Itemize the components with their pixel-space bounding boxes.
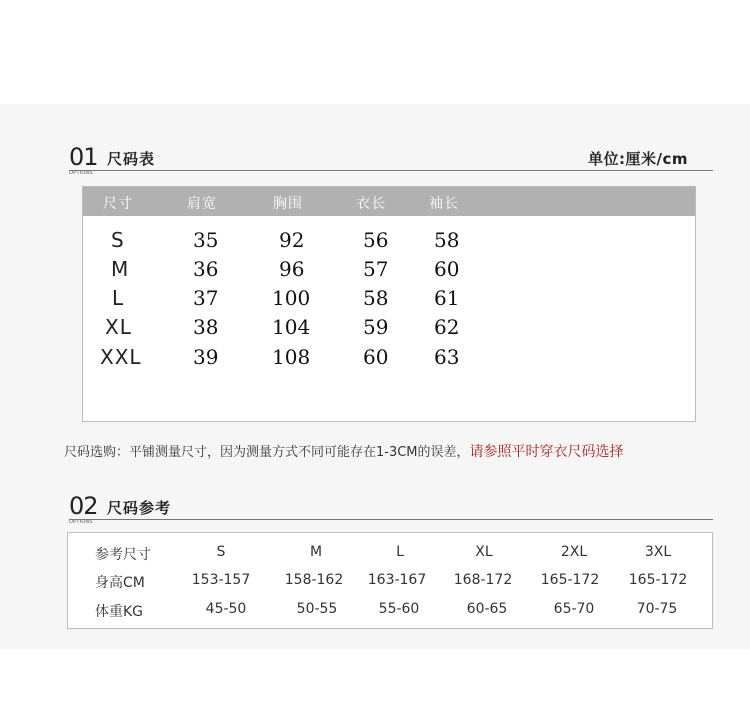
cell-value: M bbox=[309, 544, 323, 560]
table-row bbox=[83, 228, 695, 256]
cell-size: L bbox=[112, 286, 125, 310]
table-row bbox=[83, 345, 695, 373]
cell-value: 165-172 bbox=[628, 572, 688, 588]
cell-value: 168-172 bbox=[453, 572, 513, 588]
section-2-title: 尺码参考 bbox=[107, 499, 172, 517]
cell-chest: 100 bbox=[272, 286, 311, 310]
cell-size: S bbox=[111, 228, 125, 252]
row-label: 参考尺寸 bbox=[95, 547, 151, 563]
cell-value: 163-167 bbox=[367, 572, 427, 588]
table-row bbox=[68, 572, 712, 596]
cell-value: 2XL bbox=[560, 544, 588, 560]
cell-sleeve: 60 bbox=[434, 257, 460, 281]
table-row bbox=[83, 286, 695, 314]
cell-shoulder: 36 bbox=[193, 257, 219, 281]
cell-length: 59 bbox=[363, 315, 389, 339]
header-shoulder: 肩宽 bbox=[187, 196, 217, 212]
cell-value: 55-60 bbox=[378, 601, 420, 617]
cell-value: 45-50 bbox=[205, 601, 247, 617]
table-row bbox=[83, 257, 695, 285]
sizing-note bbox=[64, 441, 624, 461]
cell-value: 70-75 bbox=[636, 601, 678, 617]
cell-sleeve: 61 bbox=[434, 286, 460, 310]
cell-length: 60 bbox=[363, 345, 389, 369]
header-sleeve: 袖长 bbox=[429, 196, 459, 212]
header-size: 尺寸 bbox=[103, 196, 133, 212]
cell-size: M bbox=[111, 257, 130, 281]
cell-shoulder: 37 bbox=[193, 286, 219, 310]
size-reference-table bbox=[67, 532, 713, 629]
cell-sleeve: 62 bbox=[434, 315, 460, 339]
section-1-rule bbox=[69, 170, 713, 171]
cell-value: 60-65 bbox=[466, 601, 508, 617]
cell-sleeve: 63 bbox=[434, 345, 460, 369]
cell-value: XL bbox=[475, 544, 493, 560]
header-chest: 胸围 bbox=[273, 196, 303, 212]
cell-value: 153-157 bbox=[191, 572, 251, 588]
cell-value: S bbox=[216, 544, 226, 560]
sizing-note-highlight: 请参照平时穿衣尺码选择 bbox=[469, 444, 624, 460]
cell-shoulder: 38 bbox=[193, 315, 219, 339]
cell-value: 65-70 bbox=[553, 601, 595, 617]
cell-value: L bbox=[396, 544, 404, 560]
cell-size: XL bbox=[105, 315, 132, 339]
cell-value: 50-55 bbox=[296, 601, 338, 617]
section-2-number: 02 bbox=[69, 492, 98, 520]
section-2-options-label: OPTIONS bbox=[69, 519, 93, 525]
row-label: 身高CM bbox=[95, 575, 145, 591]
cell-chest: 96 bbox=[279, 257, 305, 281]
cell-value: 165-172 bbox=[540, 572, 600, 588]
cell-chest: 108 bbox=[272, 345, 311, 369]
cell-sleeve: 58 bbox=[434, 228, 460, 252]
section-1-options-label: OPTIONS bbox=[69, 170, 93, 176]
size-chart-header bbox=[83, 187, 695, 216]
cell-shoulder: 39 bbox=[193, 345, 219, 369]
size-chart-table bbox=[82, 186, 696, 422]
section-1-number: 01 bbox=[69, 143, 98, 171]
section-1-title: 尺码表 bbox=[107, 150, 156, 168]
cell-size: XXL bbox=[100, 345, 142, 369]
section-2-rule bbox=[69, 519, 713, 520]
unit-label: 单位:厘米/cm bbox=[588, 150, 688, 168]
cell-value: 3XL bbox=[644, 544, 672, 560]
table-row bbox=[68, 544, 712, 568]
cell-shoulder: 35 bbox=[193, 228, 219, 252]
cell-length: 57 bbox=[363, 257, 389, 281]
cell-value: 158-162 bbox=[284, 572, 344, 588]
header-length: 衣长 bbox=[356, 196, 386, 212]
cell-length: 58 bbox=[363, 286, 389, 310]
row-label: 体重KG bbox=[95, 604, 144, 620]
table-row bbox=[68, 601, 712, 625]
cell-chest: 104 bbox=[272, 315, 311, 339]
table-row bbox=[83, 315, 695, 343]
cell-chest: 92 bbox=[279, 228, 305, 252]
sizing-note-text: 尺码选购：平铺测量尺寸，因为测量方式不同可能存在1-3CM的误差， bbox=[64, 445, 470, 460]
cell-length: 56 bbox=[363, 228, 389, 252]
